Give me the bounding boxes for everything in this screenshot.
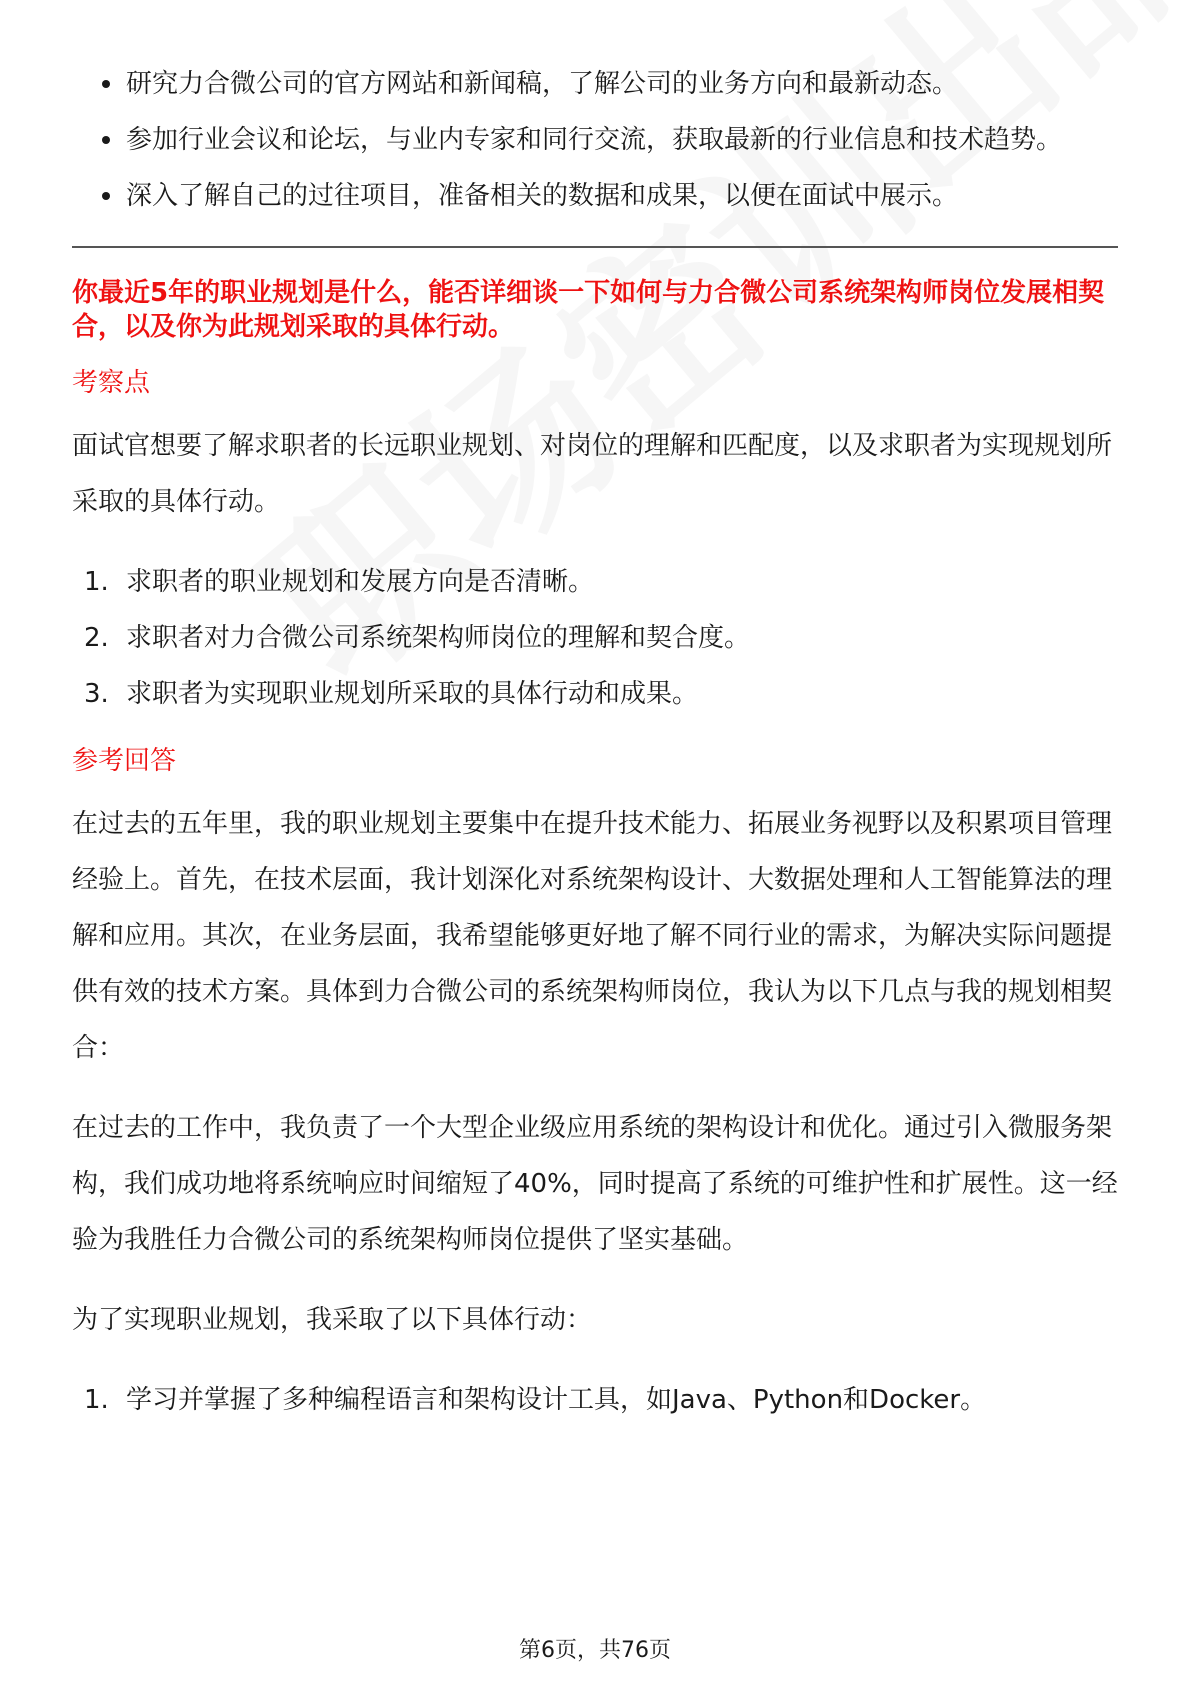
list-item-text: 学习并掌握了多种编程语言和架构设计工具，如Java、Python和Docker。 <box>126 1385 987 1415</box>
page-content <box>72 56 1118 1428</box>
list-item <box>72 1372 1118 1428</box>
list-item: 参加行业会议和论坛，与业内专家和同行交流，获取最新的行业信息和技术趋势。 <box>72 112 1118 168</box>
assessment-intro: 面试官想要了解求职者的长远职业规划、对岗位的理解和匹配度，以及求职者为实现规划所采取的具体行动。 <box>72 431 1113 517</box>
list-item <box>72 610 1118 666</box>
question-heading: 你最近5年的职业规划是什么，能否详细谈一下如何与力合微公司系统架构师岗位发展相契合，以及你为此规划采取的具体行动。 <box>72 278 1105 342</box>
list-number: 3. <box>84 679 109 709</box>
section-divider <box>72 246 1118 248</box>
list-item <box>72 554 1118 610</box>
list-item-text: 求职者为实现职业规划所采取的具体行动和成果。 <box>126 679 699 709</box>
list-number: 1. <box>84 1385 109 1415</box>
answer-paragraph-2: 在过去的工作中，我负责了一个大型企业级应用系统的架构设计和优化。通过引入微服务架构，我们成功地将系统响应时间缩短了40%，同时提高了系统的可维护性和扩展性。这一经验为我胜任力合微公司的系统架构师岗位提供了坚实基础。 <box>72 1113 1118 1255</box>
list-item: 深入了解自己的过往项目，准备相关的数据和成果，以便在面试中展示。 <box>72 168 1118 224</box>
list-item-text: 求职者的职业规划和发展方向是否清晰。 <box>126 567 595 597</box>
list-item-text: 求职者对力合微公司系统架构师岗位的理解和契合度。 <box>126 623 751 653</box>
page-footer: 第6页，共76页 <box>519 1638 671 1663</box>
section-title-reference-answer: 参考回答 <box>72 746 177 776</box>
action-list <box>72 1372 1118 1428</box>
list-item <box>72 666 1118 722</box>
answer-paragraph-3: 为了实现职业规划，我采取了以下具体行动： <box>72 1305 593 1335</box>
top-bullet-list <box>72 56 1118 224</box>
list-number: 2. <box>84 623 109 653</box>
answer-paragraph-1: 在过去的五年里，我的职业规划主要集中在提升技术能力、拓展业务视野以及积累项目管理经验上。首先，在技术层面，我计划深化对系统架构设计、大数据处理和人工智能算法的理解和应用。其次，在业务层面，我希望能够更好地了解不同行业的需求，为解决实际问题提供有效的技术方案。具体到力合微公司的系统架构师岗位，我认为以下几点与我的规划相契合： <box>72 809 1113 1063</box>
section-title-assessment: 考察点 <box>72 368 151 398</box>
list-number: 1. <box>84 567 109 597</box>
assessment-list <box>72 554 1118 722</box>
list-item: 研究力合微公司的官方网站和新闻稿，了解公司的业务方向和最新动态。 <box>72 56 1118 112</box>
